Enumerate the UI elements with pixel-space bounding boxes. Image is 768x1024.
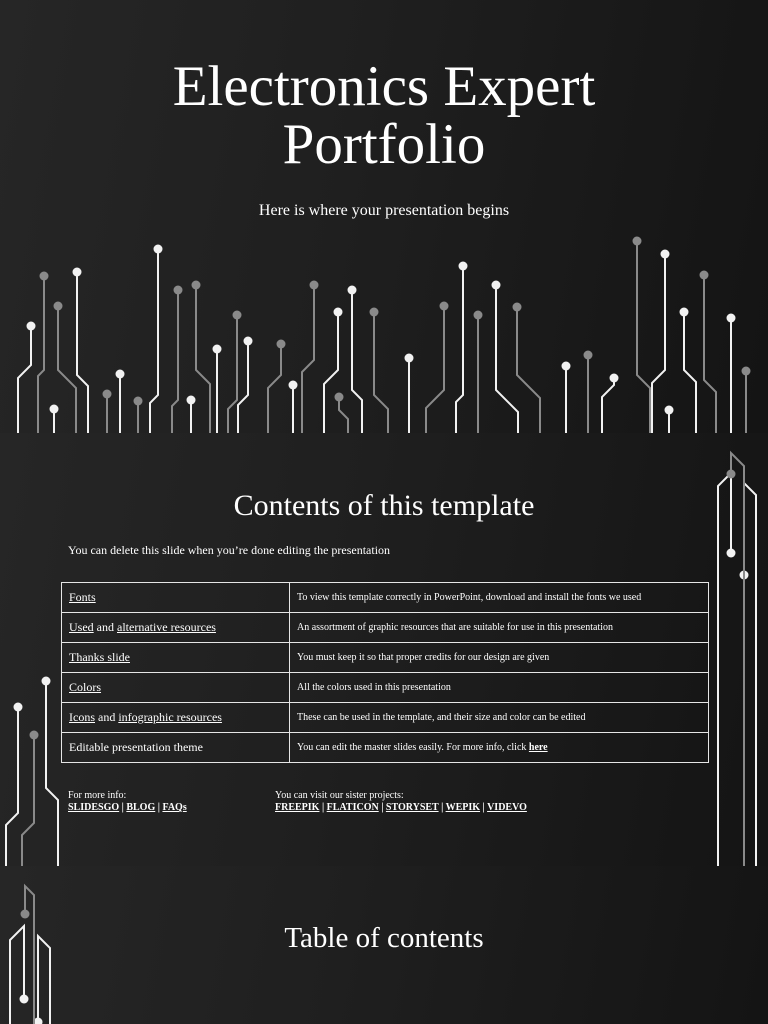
infographic-resources-link[interactable]: infographic resources bbox=[118, 710, 222, 724]
freepik-link[interactable]: FREEPIK bbox=[275, 802, 320, 813]
flaticon-link[interactable]: FLATICON bbox=[326, 802, 379, 813]
more-info-links: SLIDESGO | BLOG | FAQs bbox=[68, 802, 187, 813]
circuit-node bbox=[335, 393, 344, 402]
circuit-node bbox=[310, 281, 319, 290]
row-label bbox=[62, 673, 290, 703]
circuit-trace bbox=[6, 707, 18, 866]
circuit-node bbox=[27, 322, 36, 331]
circuit-node bbox=[21, 910, 30, 919]
circuit-trace bbox=[704, 275, 716, 433]
circuit-node bbox=[727, 549, 736, 558]
circuit-trace bbox=[77, 272, 88, 433]
circuit-trace bbox=[268, 344, 281, 433]
circuit-node bbox=[562, 362, 571, 371]
label-connector: and bbox=[95, 710, 119, 724]
alternative-resources-link[interactable]: alternative resources bbox=[117, 620, 216, 634]
row-description: All the colors used in this presentation bbox=[290, 673, 709, 703]
contents-table bbox=[61, 582, 709, 763]
circuit-node bbox=[14, 703, 23, 712]
thanks-slide-link[interactable]: Thanks slide bbox=[69, 650, 130, 664]
slidesgo-link[interactable]: SLIDESGO bbox=[68, 802, 120, 813]
circuit-node bbox=[633, 237, 642, 246]
title-line-1: Electronics Expert bbox=[172, 55, 596, 118]
blog-link[interactable]: BLOG bbox=[126, 802, 156, 813]
table-row bbox=[62, 613, 709, 643]
circuit-trace bbox=[302, 285, 314, 433]
row-label bbox=[62, 643, 290, 673]
circuit-node bbox=[116, 370, 125, 379]
label-connector: and bbox=[93, 620, 117, 634]
circuit-trace bbox=[58, 306, 76, 433]
circuit-node bbox=[174, 286, 183, 295]
circuit-node bbox=[213, 345, 222, 354]
videvo-link[interactable]: VIDEVO bbox=[487, 802, 527, 813]
circuit-trace bbox=[18, 326, 31, 433]
circuit-trace bbox=[150, 249, 158, 433]
colors-link[interactable]: Colors bbox=[69, 680, 102, 694]
circuit-trace bbox=[238, 341, 248, 433]
circuit-trace bbox=[46, 681, 58, 866]
table-row bbox=[62, 643, 709, 673]
circuit-node bbox=[233, 311, 242, 320]
circuit-trace bbox=[652, 254, 665, 433]
circuit-trace bbox=[684, 312, 696, 433]
circuit-node bbox=[474, 311, 483, 320]
circuit-trace bbox=[38, 276, 44, 433]
circuit-node bbox=[700, 271, 709, 280]
circuit-trace bbox=[172, 290, 178, 433]
circuit-node bbox=[289, 381, 298, 390]
circuit-node bbox=[459, 262, 468, 271]
slide-contents bbox=[0, 433, 768, 866]
table-row bbox=[62, 733, 709, 763]
slide-table-of-contents bbox=[0, 866, 768, 1024]
circuit-node bbox=[277, 340, 286, 349]
circuit-trace bbox=[352, 290, 362, 433]
circuit-trace bbox=[22, 735, 34, 866]
circuit-trace bbox=[196, 285, 210, 433]
sister-projects-block bbox=[275, 790, 527, 814]
circuit-trace bbox=[744, 483, 756, 866]
row-description-text: You can edit the master slides easily. For more info, click bbox=[297, 742, 529, 753]
circuit-node bbox=[742, 367, 751, 376]
circuit-node bbox=[40, 272, 49, 281]
circuit-node bbox=[440, 302, 449, 311]
circuit-node bbox=[513, 303, 522, 312]
presentation-subtitle: Here is where your presentation begins bbox=[258, 202, 510, 219]
row-label bbox=[62, 703, 290, 733]
circuit-node bbox=[244, 337, 253, 346]
circuit-trace bbox=[228, 315, 237, 433]
circuit-node bbox=[727, 314, 736, 323]
contents-description: You can delete this slide when you’re done editing the presentation bbox=[68, 543, 391, 557]
circuit-node bbox=[492, 281, 501, 290]
circuit-node bbox=[665, 406, 674, 415]
circuit-node bbox=[134, 397, 143, 406]
row-description: To view this template correctly in PowerPoint, download and install the fonts we used bbox=[290, 583, 709, 613]
circuit-node bbox=[661, 250, 670, 259]
presentation-title bbox=[0, 55, 768, 176]
circuit-trace bbox=[456, 266, 463, 433]
circuit-node bbox=[103, 390, 112, 399]
icons-link[interactable]: Icons bbox=[69, 710, 95, 724]
toc-title: Table of contents bbox=[284, 922, 484, 954]
circuit-node bbox=[348, 286, 357, 295]
circuit-node bbox=[727, 470, 736, 479]
table-row bbox=[62, 583, 709, 613]
faqs-link[interactable]: FAQs bbox=[162, 802, 187, 813]
circuit-node bbox=[192, 281, 201, 290]
circuit-node bbox=[54, 302, 63, 311]
slide-title bbox=[0, 0, 768, 433]
circuit-trace bbox=[718, 473, 731, 866]
circuit-node bbox=[334, 308, 343, 317]
sister-projects-links: FREEPIK | FLATICON | STORYSET | WEPIK | VIDEVO bbox=[275, 802, 527, 813]
circuit-trace bbox=[426, 306, 444, 433]
row-description: These can be used in the template, and their size and color can be edited bbox=[290, 703, 709, 733]
circuit-node bbox=[30, 731, 39, 740]
circuit-node bbox=[73, 268, 82, 277]
circuit-trace bbox=[637, 241, 650, 433]
table-row bbox=[62, 703, 709, 733]
used-resources-link[interactable]: Used bbox=[69, 620, 94, 634]
circuit-node bbox=[610, 374, 619, 383]
circuit-node bbox=[584, 351, 593, 360]
contents-title: Contents of this template bbox=[233, 489, 535, 522]
circuit-trace bbox=[25, 886, 34, 1024]
more-info-heading: For more info: bbox=[68, 790, 127, 801]
title-line-2: Portfolio bbox=[282, 113, 486, 176]
row-description bbox=[290, 733, 709, 763]
circuit-trace bbox=[602, 378, 614, 433]
circuit-node bbox=[42, 677, 51, 686]
circuit-trace bbox=[517, 307, 540, 433]
more-info-block bbox=[68, 790, 187, 814]
circuit-node bbox=[187, 396, 196, 405]
storyset-link[interactable]: STORYSET bbox=[385, 802, 439, 813]
fonts-link[interactable]: Fonts bbox=[69, 590, 96, 604]
table-row bbox=[62, 673, 709, 703]
wepik-link[interactable]: WEPIK bbox=[445, 802, 481, 813]
circuit-trace bbox=[324, 312, 338, 433]
row-label bbox=[62, 613, 290, 643]
circuit-node bbox=[20, 995, 29, 1004]
row-description: You must keep it so that proper credits for our design are given bbox=[290, 643, 709, 673]
circuit-node bbox=[154, 245, 163, 254]
row-label bbox=[62, 583, 290, 613]
circuit-node bbox=[680, 308, 689, 317]
circuit-node bbox=[405, 354, 414, 363]
circuit-trace bbox=[374, 312, 388, 433]
circuit-node bbox=[50, 405, 59, 414]
circuit-trace bbox=[339, 397, 348, 433]
sister-projects-heading: You can visit our sister projects: bbox=[275, 790, 404, 801]
here-link[interactable]: here bbox=[528, 742, 548, 753]
row-description: An assortment of graphic resources that are suitable for use in this presentation bbox=[290, 613, 709, 643]
circuit-node bbox=[370, 308, 379, 317]
row-label: Editable presentation theme bbox=[62, 733, 290, 763]
